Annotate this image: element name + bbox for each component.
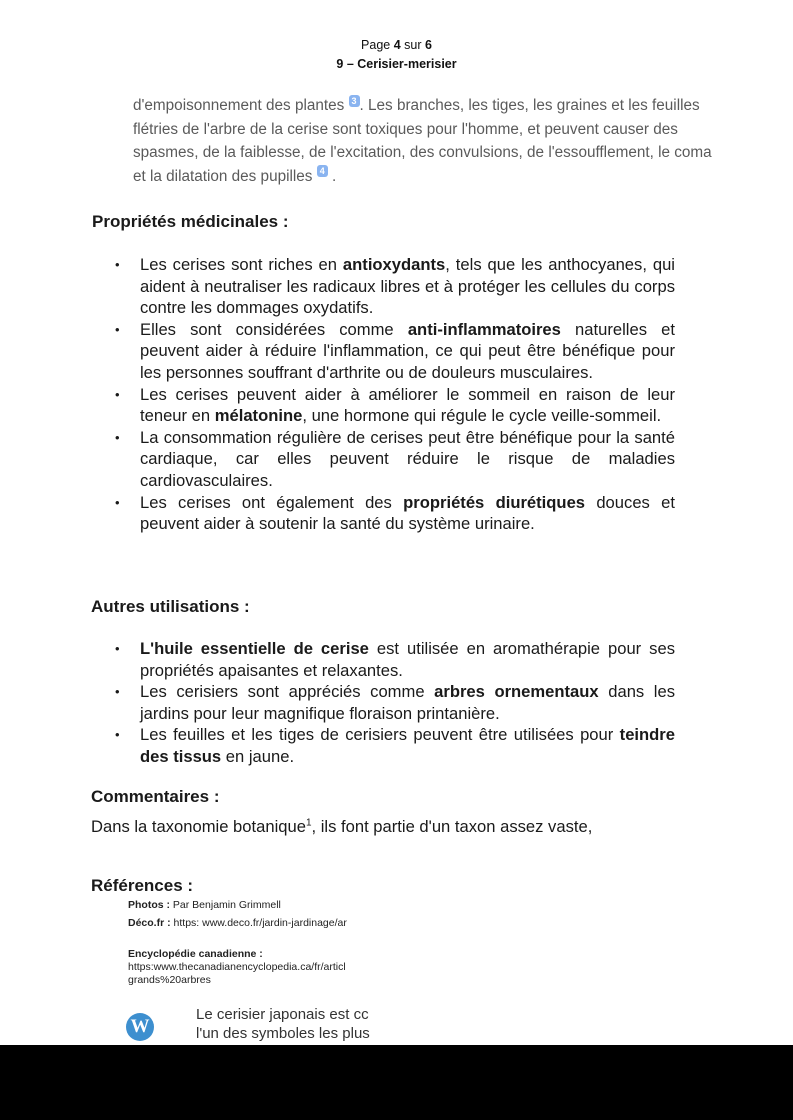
section-heading-other-uses: Autres utilisations :: [91, 597, 250, 616]
page-current: 4: [393, 38, 401, 52]
list-item: • Les feuilles et les tiges de cerisiers peuvent être utilisées pour teindre des tissus en jaune.: [140, 724, 675, 767]
section-heading-comments: Commentaires :: [91, 787, 220, 806]
page-total: 6: [425, 38, 432, 52]
medicinal-list: [140, 254, 675, 535]
list-item: • Les cerisiers sont appréciés comme arbres ornementaux dans les jardins pour leur magnifique floraison printanière.: [140, 681, 675, 724]
intro-paragraph: [133, 94, 713, 188]
list-item: • Les cerises ont également des propriétés diurétiques douces et peuvent aider à soutenir la santé du système urinaire.: [140, 492, 675, 535]
list-item: • Les cerises peuvent aider à améliorer le sommeil en raison de leur teneur en mélatonine, une hormone qui régule le cycle veille-sommeil.: [140, 384, 675, 427]
wordpress-icon: W: [126, 1013, 154, 1041]
citation-badge-4[interactable]: 4: [317, 165, 328, 177]
footnote-marker[interactable]: 1: [305, 817, 312, 829]
list-item: • La consommation régulière de cerises peut être bénéfique pour la santé cardiaque, car elles peuvent réduire le risque de maladies cardiovasculaires.: [140, 427, 675, 492]
list-item: • L'huile essentielle de cerise est utilisée en aromathérapie pour ses propriétés apaisantes et relaxantes.: [140, 638, 675, 681]
document-title: 9 – Cerisier-merisier: [336, 57, 457, 71]
intro-text-3: .: [331, 167, 337, 185]
ref-photos: Photos : Par Benjamin Grimmell: [128, 899, 281, 911]
other-uses-list: [140, 638, 675, 768]
page-sur: sur: [404, 38, 422, 52]
section-heading-references: Références :: [91, 876, 194, 895]
references-block: [128, 897, 382, 987]
ref-deco-link[interactable]: https: www.deco.fr/jardin-jardinage/ar: [173, 917, 347, 929]
intro-text-1: d'empoisonnement des plantes: [133, 97, 345, 114]
page-word: Page: [361, 38, 391, 52]
intro-text-2: . Les branches, les tiges, les graines et les feuilles flétries de l'arbre de la cerise sont toxiques pour l'homme, et peuvent causer des spasmes, de la faiblesse, de l'excitation, des convulsions, de l'essoufflement, le coma et la dilatation des pupilles: [133, 97, 712, 185]
list-item: • Elles sont considérées comme anti-inflammatoires naturelles et peuvent aider à réduire l'inflammation, ce qui peut être bénéfique pour les personnes souffrant d'arthrite ou de douleurs musculaires.: [140, 319, 675, 384]
page-header: [0, 36, 793, 74]
page-number: [0, 36, 793, 55]
wordpress-excerpt: Le cerisier japonais est cc l'un des symboles les plus: [196, 1006, 370, 1042]
citation-badge-3[interactable]: 3: [349, 95, 360, 107]
list-item: • Les cerises sont riches en antioxydants, tels que les anthocyanes, qui aident à neutraliser les radicaux libres et à protéger les cellules du corps contre les dommages oxydatifs.: [140, 254, 675, 319]
section-heading-medicinal: Propriétés médicinales :: [92, 212, 289, 231]
ref-encyclopedia-link[interactable]: https:www.thecanadianencyclopedia.ca/fr/articl: [128, 961, 346, 973]
ref-deco: Déco.fr : https: www.deco.fr/jardin-jardinage/ar: [128, 917, 347, 929]
comments-text: Dans la taxonomie botanique$^1$, ils font partie d'un taxon assez vaste,: [91, 817, 593, 836]
ref-encyclopedia: Encyclopédie canadienne : https:www.thecanadianencyclopedia.ca/fr/articl grands%20arbres: [128, 948, 346, 986]
